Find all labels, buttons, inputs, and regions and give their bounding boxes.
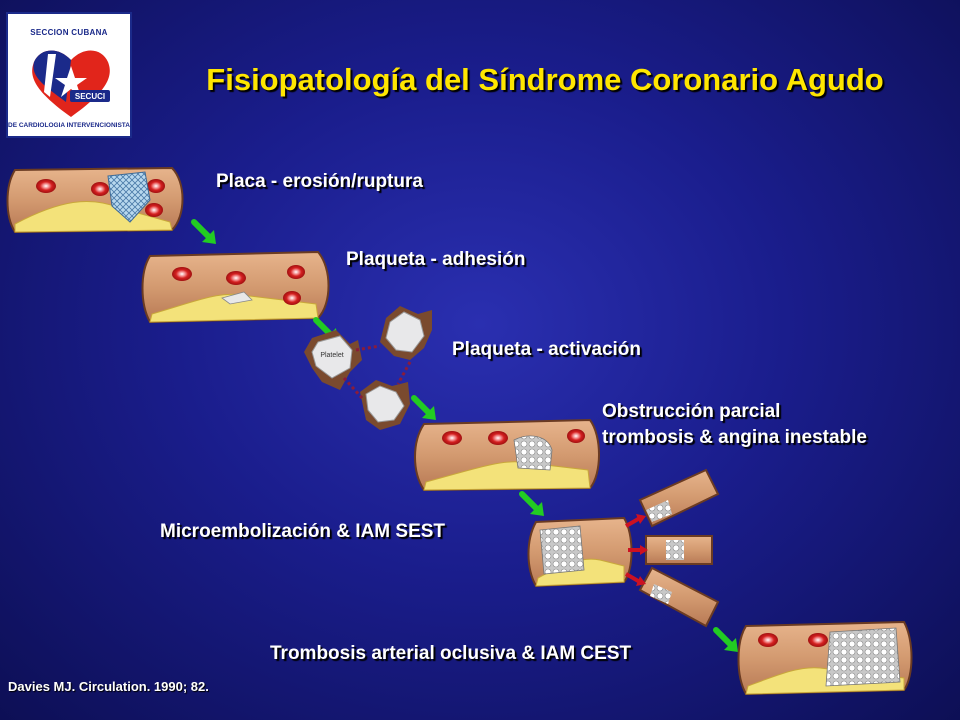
vessel-partial-obstruction <box>415 420 599 490</box>
step-partial-obstruction-line2: trombosis & angina inestable <box>602 427 867 448</box>
page-title: Fisiopatología del Síndrome Coronario Agudo <box>206 62 884 97</box>
arrow-3 <box>414 398 436 420</box>
step-plaque-rupture: Placa - erosión/ruptura <box>216 171 423 192</box>
platelet-label: Platelet <box>320 352 344 359</box>
step-platelet-activation: Plaqueta - activación <box>452 339 642 360</box>
vessel-adhesion <box>143 252 329 322</box>
arrow-4 <box>522 494 544 516</box>
logo-badge-text: SECUCI <box>74 92 106 101</box>
logo-top-text: SECCION CUBANA <box>30 28 108 37</box>
vessel-plaque-rupture <box>8 168 183 232</box>
citation: Davies MJ. Circulation. 1990; 82. <box>8 679 209 694</box>
arrow-1 <box>194 222 216 244</box>
step-microembolization: Microembolización & IAM SEST <box>160 521 446 542</box>
step-occlusive-thrombosis: Trombosis arterial oclusiva & IAM CEST <box>270 643 632 664</box>
logo-bottom-text: DE CARDIOLOGIA INTERVENCIONISTA <box>8 122 130 129</box>
step-platelet-adhesion: Plaqueta - adhesión <box>346 249 526 270</box>
arrow-5 <box>716 630 738 652</box>
vessel-microembolization <box>529 470 719 626</box>
step-partial-obstruction-line1: Obstrucción parcial <box>602 401 781 422</box>
vessel-occlusive-thrombosis <box>739 622 912 694</box>
